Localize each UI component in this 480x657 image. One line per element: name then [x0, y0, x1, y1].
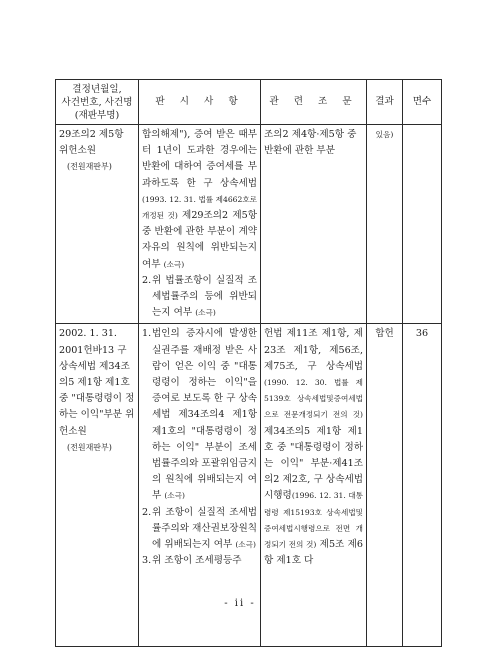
holding-items — [142, 326, 257, 569]
provisions-part-b: 제34조의5 제1항 제1호 중 "대통령령이 정하는 이익" 부분·제41조의2 제2호, 구 상속세법시행령 — [264, 425, 363, 502]
list-item — [142, 326, 257, 504]
header-holding: 판 시 사 항 — [139, 80, 261, 125]
header-case-line-1: 결정년월일, — [72, 83, 122, 95]
header-case-line-3: (재판부명) — [74, 109, 120, 121]
court-name: (전원재판부) — [67, 442, 112, 452]
header-result: 결과 — [367, 80, 403, 125]
header-pages: 면수 — [403, 80, 442, 125]
list-item — [142, 553, 257, 569]
provisions-text: 조의2 제4항·제5항 중 반환에 관한 부분 — [264, 129, 357, 157]
holding-items — [142, 273, 257, 322]
holding-intro: 합의해제"), 증여 받은 때부터 1년이 도과한 경우에는 반환에 대하여 증여세를 부과하도록 한 구 상속세법 — [142, 129, 257, 189]
provisions-part-a: 헌법 제11조 제1항, 제23조 제1항, 제56조, 제75조, 구 상속세법 — [264, 328, 363, 372]
header-case — [56, 80, 139, 125]
provisions-note-a: (1990. 12. 30. 법률 제5139호 상속세법및증여세법으로 전문개정되기 전의 것) — [264, 378, 363, 420]
item-number: 2. — [142, 274, 152, 286]
holding-text — [142, 127, 257, 273]
header-case-line-2: 사건번호, 사건명 — [61, 96, 133, 108]
header-row — [56, 80, 442, 125]
table-row — [56, 125, 442, 324]
provisions-part-c: 제5조 제6항 제1호 다 — [264, 539, 363, 567]
item-number: 2. — [142, 506, 152, 518]
pages-cell: 36 — [403, 324, 442, 647]
holding-cell — [139, 125, 261, 324]
item-text: 위 조항이 실질적 조세법률주의와 재산권보장원칙에 위배되는지 여부 — [152, 506, 257, 551]
result-text: 있음) — [375, 130, 394, 139]
list-item — [142, 505, 257, 554]
holding-tag: (소극) — [163, 259, 185, 269]
index-table-page — [55, 79, 441, 647]
provisions-cell — [261, 125, 367, 324]
provisions-note-b: (1996. 12. 31. 대통령령 제15193호 상속세법및증여세법시행령으로 전면 개정되기 전의 것) — [264, 491, 363, 550]
item-tag: (소극) — [235, 540, 256, 550]
item-text: 위 법률조항이 실질적 조세법률주의 등에 위반되는지 여부 — [152, 274, 257, 319]
holding-law-ref: (1993. 12. 31. 법률 제4662호로 개정된 것) — [142, 194, 257, 221]
case-cell — [56, 125, 139, 324]
item-text: 법인의 증자시에 발생한 실권주를 재배정 받은 사람이 얻은 이익 중 "대통령령이 정하는 이익"을 증여로 보도록 한 구 상속세법 제34조의4 제1항 제1호의 "대통령령이 정하는 이익" 부분이 조세법률주의와 포괄위임금지의 원칙에 위배되는지 여부 — [152, 328, 257, 502]
court-name: (전원재판부) — [67, 162, 112, 172]
holding-rest: 제29조의2 제5항 중 반환에 관한 부분이 계약자유의 원칙에 위반되는지 여부 — [142, 210, 257, 270]
case-title: 2002. 1. 31. 2001헌바13 구 상속세법 제34조의5 제1항 제1호중 "대통령령이 정하는 이익"부분 위헌소원 — [59, 328, 135, 437]
list-item — [142, 273, 257, 322]
result-cell — [367, 125, 403, 324]
page-number: - ii - — [224, 598, 256, 609]
item-text: 위 조항이 조세평등주 — [152, 555, 242, 567]
result-cell: 합헌 — [367, 324, 403, 647]
case-title: 29조의2 제5항 위헌소원 — [59, 129, 124, 157]
item-number: 3. — [142, 555, 152, 567]
pages-cell — [403, 125, 442, 324]
decision-index-table — [55, 79, 442, 647]
item-tag: (소극) — [164, 491, 185, 501]
provisions-text — [264, 326, 363, 569]
item-tag: (소극) — [195, 308, 216, 318]
header-provisions: 관 련 조 문 — [261, 80, 367, 125]
item-number: 1. — [142, 328, 152, 340]
